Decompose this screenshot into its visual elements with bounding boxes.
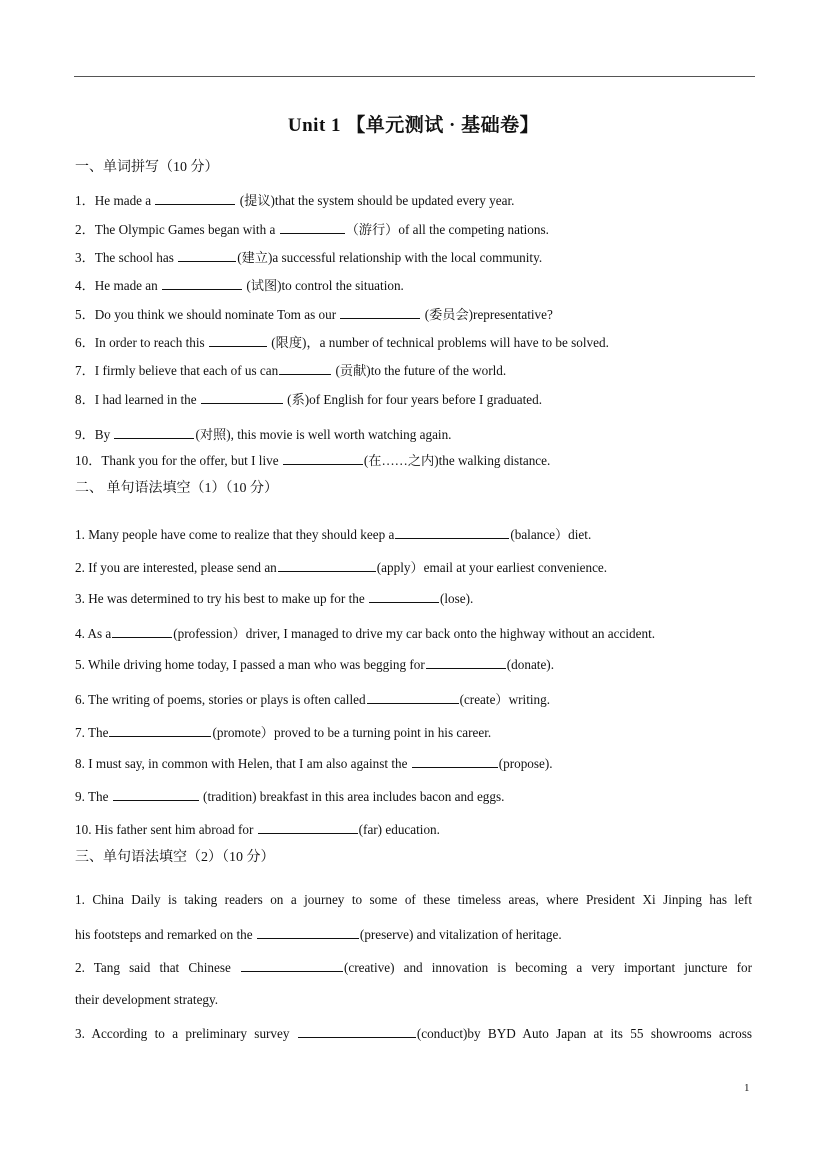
answer-blank[interactable] <box>113 788 199 801</box>
question: 8. I must say, in common with Helen, that I am also against the (propose). <box>75 756 553 771</box>
answer-blank[interactable] <box>283 452 363 465</box>
answer-blank[interactable] <box>412 755 498 768</box>
page-title: Unit 1 【单元测试 · 基础卷】 <box>287 115 540 136</box>
answer-blank[interactable] <box>426 656 506 669</box>
section-heading-3: 三、单句语法填空（2）（10 分） <box>75 850 275 865</box>
answer-blank[interactable] <box>279 362 331 375</box>
question-line: 3. According to a preliminary survey (conduct)by BYD Auto Japan at its 55 showrooms across <box>75 1026 752 1041</box>
question-line: 2. Tang said that Chinese (creative) and innovation is becoming a very important juncture for <box>75 960 752 975</box>
question: 4. As a (profession）driver, I managed to drive my car back onto the highway without an accident. <box>75 626 656 641</box>
answer-blank[interactable] <box>367 691 459 704</box>
section-heading-2: 二、 单句语法填空（1）（10 分） <box>75 481 278 496</box>
question: 8．I had learned in the (系)of English for four years before I graduated. <box>75 392 543 407</box>
question-line: their development strategy. <box>75 992 219 1007</box>
question: 2. If you are interested, please send an (apply）email at your earliest convenience. <box>75 560 608 575</box>
question-line: 1. China Daily is taking readers on a journey to some of these timeless areas, where President Xi Jinping has left <box>75 892 752 907</box>
question: 6．In order to reach this (限度)，a number of technical problems will have to be solved. <box>75 335 609 350</box>
question: 5. While driving home today, I passed a man who was begging for (donate). <box>75 657 554 672</box>
answer-blank[interactable] <box>109 724 211 737</box>
question: 3. He was determined to try his best to make up for the (lose). <box>75 591 474 606</box>
question: 10．Thank you for the offer, but I live (在……之内)the walking distance. <box>75 453 551 468</box>
question: 3．The school has (建立)a successful relationship with the local community. <box>75 250 543 265</box>
answer-blank[interactable] <box>298 1025 416 1038</box>
answer-blank[interactable] <box>155 192 235 205</box>
answer-blank[interactable] <box>257 926 359 939</box>
question: 7. The (promote）proved to be a turning point in his career. <box>75 725 492 740</box>
answer-blank[interactable] <box>340 306 420 319</box>
answer-blank[interactable] <box>369 590 439 603</box>
answer-blank[interactable] <box>258 821 358 834</box>
question: 5．Do you think we should nominate Tom as our (委员会)representative? <box>75 307 553 322</box>
question: 2．The Olympic Games began with a （游行）of all the competing nations. <box>75 222 549 237</box>
answer-blank[interactable] <box>162 277 242 290</box>
answer-blank[interactable] <box>395 526 509 539</box>
question: 9. The (tradition) breakfast in this area includes bacon and eggs. <box>75 789 505 804</box>
question: 1．He made a (提议)that the system should be updated every year. <box>75 193 515 208</box>
answer-blank[interactable] <box>280 221 345 234</box>
answer-blank[interactable] <box>201 391 283 404</box>
answer-blank[interactable] <box>178 249 236 262</box>
question: 9．By (对照), this movie is well worth watching again. <box>75 427 452 442</box>
question: 10. His father sent him abroad for (far) education. <box>75 822 440 837</box>
header-rule <box>74 76 755 77</box>
answer-blank[interactable] <box>112 625 172 638</box>
answer-blank[interactable] <box>114 426 194 439</box>
answer-blank[interactable] <box>241 959 343 972</box>
answer-blank[interactable] <box>209 334 267 347</box>
question: 7．I firmly believe that each of us can (贡献)to the future of the world. <box>75 363 507 378</box>
section-heading-1: 一、单词拼写（10 分） <box>75 160 219 175</box>
question: 4．He made an (试图)to control the situation. <box>75 278 404 293</box>
answer-blank[interactable] <box>278 559 376 572</box>
question-line: his footsteps and remarked on the (preserve) and vitalization of heritage. <box>75 927 562 942</box>
page-number: 1 <box>744 1082 750 1094</box>
question: 6. The writing of poems, stories or plays is often called (create）writing. <box>75 692 551 707</box>
question: 1. Many people have come to realize that they should keep a (balance）diet. <box>75 527 592 542</box>
